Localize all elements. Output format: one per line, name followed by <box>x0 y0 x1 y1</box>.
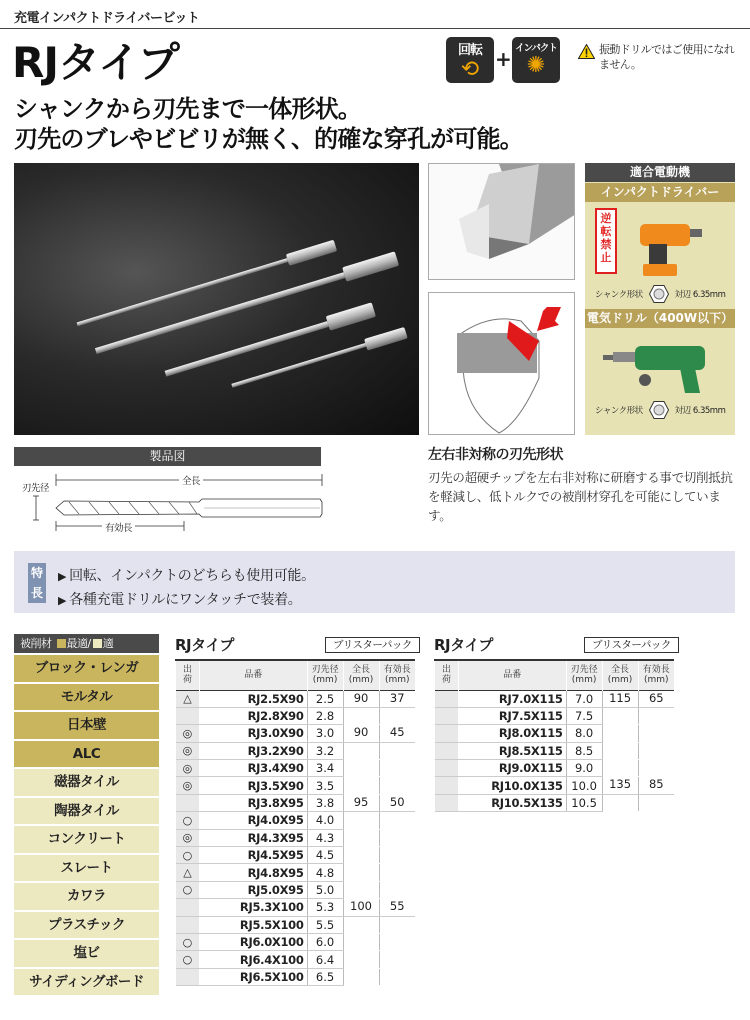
cell-eff <box>638 794 674 811</box>
cell-part: RJ6.5X100 <box>199 968 307 985</box>
material-item: モルタル <box>14 684 159 711</box>
cell-dia: 6.0 <box>307 933 343 950</box>
cell-len <box>343 951 379 968</box>
cell-eff <box>379 847 415 864</box>
shank-size-label: 対辺 6.35mm <box>674 290 726 300</box>
table-row <box>176 725 416 742</box>
rotation-arrow-icon: ⟲ <box>460 57 480 82</box>
right-table-title: RJタイプ <box>434 636 493 654</box>
cell-eff <box>638 725 674 742</box>
electric-drill-image <box>585 328 735 398</box>
table-row <box>176 899 416 916</box>
cell-eff <box>379 951 415 968</box>
legend-ok-label: 適 <box>102 637 114 650</box>
triangle-bullet-icon: ▶ <box>58 570 67 583</box>
cell-mark <box>435 777 459 794</box>
cell-part: RJ5.3X100 <box>199 899 307 916</box>
cell-mark: △ <box>176 864 200 881</box>
table-row <box>176 933 416 950</box>
cell-part: RJ4.3X95 <box>199 829 307 846</box>
compatible-tools-heading: 適合電動機 <box>585 163 735 182</box>
table-row <box>176 968 416 985</box>
cell-dia: 5.3 <box>307 899 343 916</box>
shank-shape-label-2: シャンク形状 <box>595 406 643 416</box>
impact-driver-icon <box>585 202 735 282</box>
product-diagram <box>14 468 334 538</box>
cell-dia: 5.0 <box>307 881 343 898</box>
cell-eff <box>379 707 415 724</box>
feature-text-1: 回転、インパクトのどちらも使用可能。 <box>69 568 315 584</box>
header-rule <box>0 28 750 29</box>
headline-line-2: 刃先のブレやビビリが無く、的確な穿孔が可能。 <box>14 125 523 153</box>
table-row <box>176 881 416 898</box>
warning-icon <box>578 44 595 59</box>
triangle-bullet-icon: ▶ <box>58 594 67 607</box>
cell-len <box>343 760 379 777</box>
cell-len <box>343 881 379 898</box>
cell-len <box>602 742 638 759</box>
cell-len <box>343 968 379 985</box>
col-header-dia: 刃先径(mm) <box>307 660 343 690</box>
rotation-mode-label: 回転 <box>457 43 482 58</box>
features-tag: 特長 <box>28 563 46 603</box>
cell-mark: ○ <box>176 951 200 968</box>
cell-part: RJ3.8X95 <box>199 794 307 811</box>
cell-part: RJ3.2X90 <box>199 742 307 759</box>
cell-len: 95 <box>343 794 379 811</box>
table-row <box>176 742 416 759</box>
right-spec-table <box>434 659 674 812</box>
cell-mark: ○ <box>176 847 200 864</box>
table-row <box>176 951 416 968</box>
cell-len: 90 <box>343 725 379 742</box>
drill-bit-drawing <box>14 468 334 538</box>
table-row <box>176 760 416 777</box>
cell-mark: ○ <box>176 933 200 950</box>
tip-shape-illustration <box>429 293 575 435</box>
cell-part: RJ7.5X115 <box>458 707 566 724</box>
product-photo <box>14 163 419 435</box>
col-header-mark: 出荷 <box>176 660 200 690</box>
product-diagram-heading: 製品図 <box>14 447 321 466</box>
cell-eff <box>379 829 415 846</box>
rotation-mode-icon <box>446 37 494 83</box>
material-item: カワラ <box>14 883 159 910</box>
table-row <box>176 777 416 794</box>
table-row <box>435 777 675 794</box>
material-item: ブロック・レンガ <box>14 655 159 682</box>
left-spec-table <box>175 659 415 986</box>
material-item: 塩ビ <box>14 940 159 967</box>
legend-best-swatch <box>57 639 66 648</box>
materials-heading <box>14 634 159 653</box>
cell-dia: 3.0 <box>307 725 343 742</box>
cell-mark <box>435 760 459 777</box>
table-header-row <box>435 660 675 690</box>
cell-eff <box>379 968 415 985</box>
cell-dia: 6.5 <box>307 968 343 985</box>
legend-best-label: 最適 <box>66 637 88 650</box>
asymmetric-tip-diagram <box>428 292 575 435</box>
plus-sign: + <box>495 47 512 71</box>
cell-mark <box>176 707 200 724</box>
cell-eff: 85 <box>638 777 674 794</box>
electric-drill-icon <box>585 328 735 398</box>
cell-len <box>343 864 379 881</box>
warning-text: 振動ドリルではご使用になれません。 <box>599 43 735 71</box>
cell-mark <box>435 794 459 811</box>
cell-mark: ◎ <box>176 760 200 777</box>
drill-tip-image <box>429 164 575 280</box>
cell-dia: 3.5 <box>307 777 343 794</box>
cell-mark <box>176 794 200 811</box>
cell-eff: 55 <box>379 899 415 916</box>
cell-part: RJ3.4X90 <box>199 760 307 777</box>
cell-eff <box>379 812 415 829</box>
cell-len <box>343 707 379 724</box>
cell-len <box>602 794 638 811</box>
cell-eff: 50 <box>379 794 415 811</box>
cell-len <box>602 760 638 777</box>
cell-part: RJ8.0X115 <box>458 725 566 742</box>
materials-column <box>14 634 159 995</box>
features-box <box>14 551 735 613</box>
cell-len: 135 <box>602 777 638 794</box>
impact-driver-image <box>585 202 735 282</box>
table-row <box>435 742 675 759</box>
cell-part: RJ4.0X95 <box>199 812 307 829</box>
col-header-part: 品番 <box>199 660 307 690</box>
cell-eff <box>379 916 415 933</box>
material-item: ALC <box>14 741 159 768</box>
impact-driver-heading: インパクトドライバー <box>585 183 735 202</box>
material-item: プラスチック <box>14 912 159 939</box>
table-row <box>435 690 675 707</box>
material-item: スレート <box>14 855 159 882</box>
compatible-tools-panel <box>585 163 735 435</box>
cell-len: 90 <box>343 690 379 707</box>
cell-len <box>343 916 379 933</box>
cell-mark <box>435 742 459 759</box>
cell-dia: 6.4 <box>307 951 343 968</box>
cell-dia: 4.8 <box>307 864 343 881</box>
cell-part: RJ7.0X115 <box>458 690 566 707</box>
cell-dia: 7.5 <box>566 707 602 724</box>
hex-shank-icon-2 <box>649 400 669 420</box>
col-header-len: 全長(mm) <box>602 660 638 690</box>
material-item: 日本壁 <box>14 712 159 739</box>
cell-part: RJ9.0X115 <box>458 760 566 777</box>
right-blister-pack-label: ブリスターパック <box>584 637 679 653</box>
cell-part: RJ6.0X100 <box>199 933 307 950</box>
reverse-ban-label: 逆転禁止 <box>595 208 617 274</box>
table-row <box>176 690 416 707</box>
cell-mark: ◎ <box>176 725 200 742</box>
cell-len <box>343 777 379 794</box>
cell-dia: 9.0 <box>566 760 602 777</box>
cell-len <box>343 933 379 950</box>
cell-len: 100 <box>343 899 379 916</box>
legend-separator: / <box>87 637 91 650</box>
cell-dia: 10.0 <box>566 777 602 794</box>
effective-length-label: 有効長 <box>102 520 135 534</box>
materials-heading-label: 被削材 <box>20 637 52 650</box>
table-row <box>435 794 675 811</box>
cell-dia: 3.8 <box>307 794 343 811</box>
cell-len <box>343 829 379 846</box>
hex-shank-icon <box>649 284 669 304</box>
cell-eff <box>379 742 415 759</box>
cell-part: RJ3.0X90 <box>199 725 307 742</box>
col-header-eff: 有効長(mm) <box>379 660 415 690</box>
tip-closeup-photo <box>428 163 575 280</box>
cell-len <box>343 742 379 759</box>
materials-list <box>14 655 159 995</box>
cell-mark <box>176 899 200 916</box>
table-row <box>435 707 675 724</box>
cell-part: RJ6.4X100 <box>199 951 307 968</box>
table-row <box>435 725 675 742</box>
cell-eff <box>379 777 415 794</box>
cell-eff <box>638 742 674 759</box>
impact-gear-icon: ✺ <box>526 53 546 78</box>
cell-dia: 2.5 <box>307 690 343 707</box>
col-header-part: 品番 <box>458 660 566 690</box>
material-item: 磁器タイル <box>14 769 159 796</box>
cell-len <box>602 707 638 724</box>
total-length-label: 全長 <box>179 473 203 487</box>
cell-mark: △ <box>176 690 200 707</box>
cell-dia: 8.0 <box>566 725 602 742</box>
impact-mode-icon <box>512 37 560 83</box>
col-header-len: 全長(mm) <box>343 660 379 690</box>
cell-dia: 10.5 <box>566 794 602 811</box>
cell-part: RJ5.0X95 <box>199 881 307 898</box>
cell-part: RJ10.5X135 <box>458 794 566 811</box>
table-header-row <box>176 660 416 690</box>
cell-part: RJ8.5X115 <box>458 742 566 759</box>
cell-part: RJ4.5X95 <box>199 847 307 864</box>
cell-eff <box>638 707 674 724</box>
cell-eff <box>379 881 415 898</box>
cell-dia: 4.0 <box>307 812 343 829</box>
drill-shank-row <box>585 398 735 422</box>
cell-eff <box>638 760 674 777</box>
col-header-mark: 出荷 <box>435 660 459 690</box>
tip-diameter-label: 刃先径 <box>22 483 50 494</box>
table-row <box>176 829 416 846</box>
left-table-title: RJタイプ <box>175 636 234 654</box>
cell-mark: ◎ <box>176 829 200 846</box>
cell-part: RJ2.8X90 <box>199 707 307 724</box>
headline-line-1: シャンクから刃先まで一体形状。 <box>14 95 362 123</box>
table-row <box>176 847 416 864</box>
asymmetric-tip-title: 左右非対称の刃先形状 <box>428 447 563 463</box>
product-category: 充電インパクトドライバービット <box>14 11 200 26</box>
cell-dia: 3.2 <box>307 742 343 759</box>
material-item: 陶器タイル <box>14 798 159 825</box>
cell-mark <box>435 690 459 707</box>
cell-mark: ○ <box>176 881 200 898</box>
cell-mark: ○ <box>176 812 200 829</box>
cell-eff <box>379 864 415 881</box>
feature-text-2: 各種充電ドリルにワンタッチで装着。 <box>69 592 302 608</box>
table-row <box>176 707 416 724</box>
material-item: コンクリート <box>14 826 159 853</box>
cell-part: RJ2.5X90 <box>199 690 307 707</box>
cell-dia: 4.3 <box>307 829 343 846</box>
cell-dia: 5.5 <box>307 916 343 933</box>
cell-dia: 2.8 <box>307 707 343 724</box>
cell-part: RJ5.5X100 <box>199 916 307 933</box>
cell-eff: 37 <box>379 690 415 707</box>
shank-size-label-2: 対辺 6.35mm <box>674 406 726 416</box>
cell-mark: ◎ <box>176 777 200 794</box>
cell-dia: 3.4 <box>307 760 343 777</box>
legend-ok-swatch <box>93 639 102 648</box>
shank-shape-label: シャンク形状 <box>595 290 643 300</box>
page-title: RJタイプ <box>12 38 179 87</box>
cell-len: 115 <box>602 690 638 707</box>
asymmetric-tip-description: 刃先の超硬チップを左右非対称に研磨する事で切削抵抗を軽減し、低トルクでの被削材穿孔を可能にしています。 <box>428 470 733 523</box>
table-row <box>176 794 416 811</box>
cell-mark <box>435 707 459 724</box>
table-row <box>176 916 416 933</box>
impact-shank-row <box>585 282 735 306</box>
cell-part: RJ4.8X95 <box>199 864 307 881</box>
col-header-dia: 刃先径(mm) <box>566 660 602 690</box>
electric-drill-heading: 電気ドリル（400W以下） <box>585 309 735 328</box>
cell-eff: 45 <box>379 725 415 742</box>
cell-len <box>343 812 379 829</box>
cell-mark: ◎ <box>176 742 200 759</box>
cell-mark <box>435 725 459 742</box>
feature-item-2 <box>58 589 302 609</box>
impact-mode-label: インパクト <box>515 43 557 54</box>
col-header-eff: 有効長(mm) <box>638 660 674 690</box>
cell-eff: 65 <box>638 690 674 707</box>
left-blister-pack-label: ブリスターパック <box>325 637 420 653</box>
cell-eff <box>379 933 415 950</box>
cell-eff <box>379 760 415 777</box>
headline <box>14 94 634 154</box>
drill-bits-image <box>14 163 419 435</box>
cell-len <box>602 725 638 742</box>
cell-part: RJ3.5X90 <box>199 777 307 794</box>
table-row <box>435 760 675 777</box>
feature-item-1 <box>58 565 315 585</box>
cell-dia: 4.5 <box>307 847 343 864</box>
table-row <box>176 812 416 829</box>
cell-dia: 8.5 <box>566 742 602 759</box>
cell-part: RJ10.0X135 <box>458 777 566 794</box>
cell-dia: 7.0 <box>566 690 602 707</box>
material-item: サイディングボード <box>14 969 159 996</box>
table-row <box>176 864 416 881</box>
cell-len <box>343 847 379 864</box>
cell-mark <box>176 968 200 985</box>
cell-mark <box>176 916 200 933</box>
